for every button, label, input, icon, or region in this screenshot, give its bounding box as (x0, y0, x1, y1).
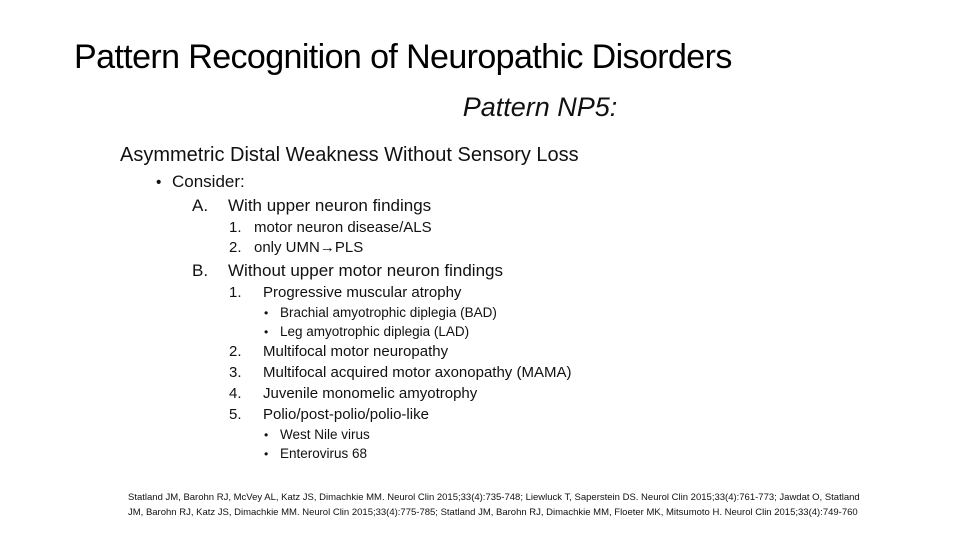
item-number: 5. (229, 406, 242, 423)
sub-item (264, 446, 367, 461)
item-text: Polio/post-polio/polio-like (263, 406, 429, 423)
consider-label: Consider: (172, 172, 245, 191)
sub-item-text: Enterovirus 68 (280, 446, 368, 461)
sub-item (264, 427, 370, 442)
sub-item (264, 305, 497, 320)
list-item (229, 239, 363, 256)
group-a-label (192, 196, 431, 216)
item-number: 1. (229, 284, 242, 301)
list-item (229, 406, 429, 423)
item-text: Multifocal motor neuropathy (263, 343, 449, 360)
sub-item-text: Leg amyotrophic diplegia (LAD) (280, 324, 470, 339)
sub-item-text: West Nile virus (280, 427, 370, 442)
group-b-text: Without upper motor neuron findings (228, 261, 503, 280)
sub-item (264, 324, 469, 339)
list-item (229, 385, 477, 402)
slide-title: Pattern Recognition of Neuropathic Disorders (74, 38, 732, 76)
list-item (229, 284, 461, 301)
references: Statland JM, Barohn RJ, McVey AL, Katz JS, Dimachkie MM. Neurol Clin 2015;33(4):735-748; Liewluck T, Saperstein DS. Neurol Clin 2015;33(4):761-773; Jawdat O, Statland JM, Barohn RJ, Katz JS, Dimachkie MM. Neurol Clin 2015;33(4):775-785; Statland JM, Barohn RJ, Dimachkie MM, Floeter MK, Mitsumoto H. Neurol Clin 2015;33(4):749-760 (128, 492, 860, 518)
group-b-label (192, 261, 503, 281)
item-number: 4. (229, 385, 242, 402)
group-b-marker: B. (192, 261, 209, 280)
sub-item-text: Brachial amyotrophic diplegia (BAD) (280, 305, 497, 320)
item-text: Juvenile monomelic amyotrophy (263, 385, 478, 402)
item-number: 2. (229, 239, 242, 256)
list-item (229, 364, 571, 381)
item-text: Multifocal acquired motor axonopathy (MAMA) (263, 364, 572, 381)
group-a-text: With upper neuron findings (228, 196, 432, 215)
item-text: only UMN→PLS (254, 239, 364, 256)
list-item (229, 343, 448, 360)
consider-bullet (156, 172, 245, 192)
slide-subtitle: Pattern NP5: (462, 92, 618, 122)
list-item (229, 219, 432, 236)
item-text: Progressive muscular atrophy (263, 284, 462, 301)
item-number: 1. (229, 219, 242, 236)
group-a-marker: A. (192, 196, 209, 215)
item-number: 2. (229, 343, 242, 360)
item-number: 3. (229, 364, 242, 381)
pattern-heading: Asymmetric Distal Weakness Without Sensory Loss (120, 144, 579, 166)
item-text: motor neuron disease/ALS (254, 219, 432, 236)
